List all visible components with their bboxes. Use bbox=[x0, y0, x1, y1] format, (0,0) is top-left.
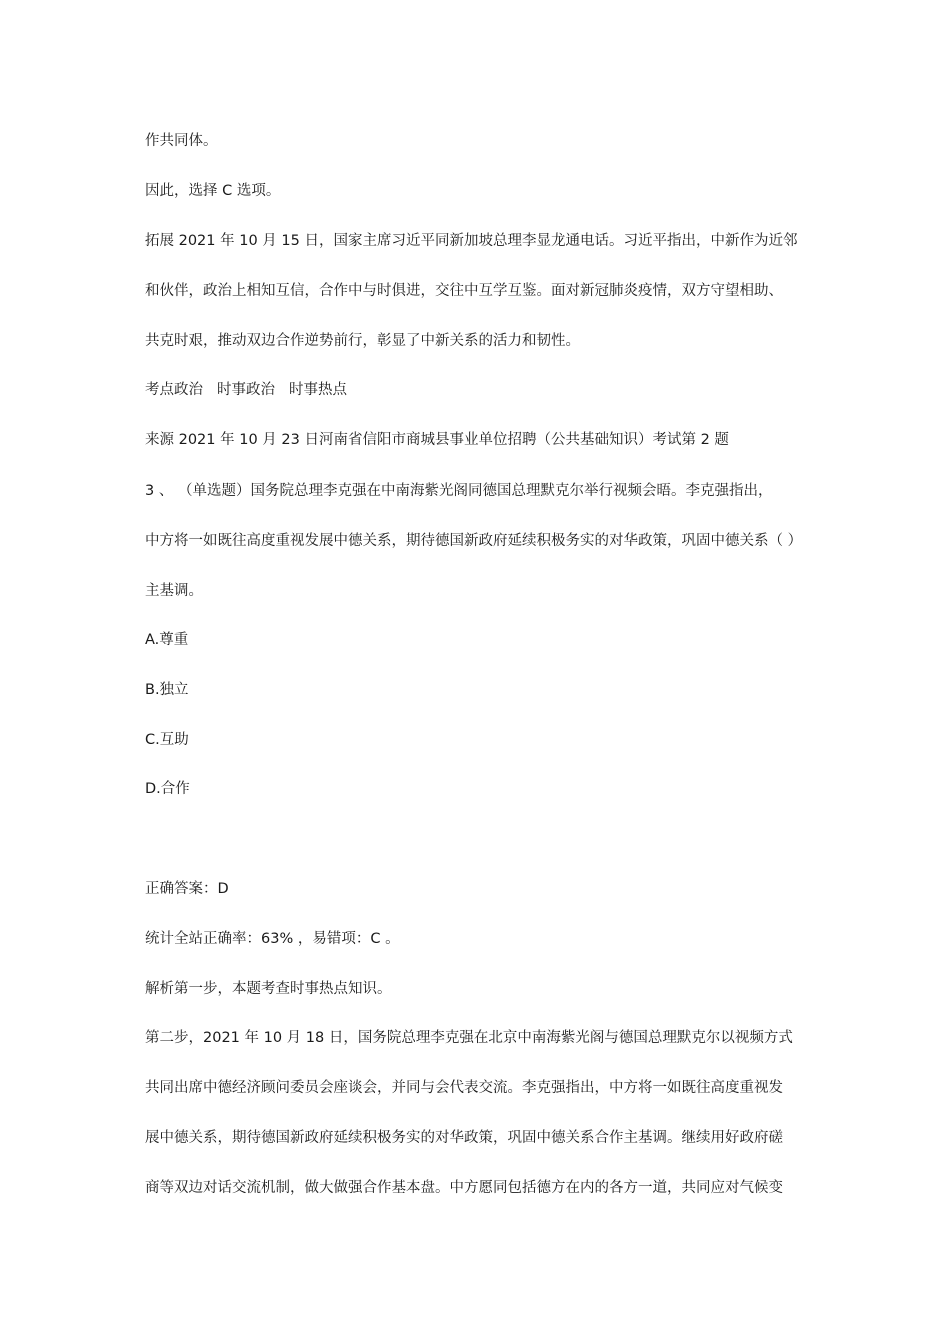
knowledge-tags bbox=[145, 380, 825, 400]
tags-label: 考点政治 bbox=[145, 382, 203, 398]
tag-current-hotspot: 时事热点 bbox=[289, 382, 347, 398]
analysis-step-2-line: 展中德关系，期待德国新政府延续积极务实的对华政策，巩固中德关系合作主基调。继续用好政府磋 bbox=[145, 1130, 783, 1146]
tag-current-politics: 时事政治 bbox=[217, 382, 275, 398]
option-d: D.合作 bbox=[145, 781, 190, 797]
extension-text-line: 共克时艰，推动双边合作逆势前行，彰显了中新关系的活力和韧性。 bbox=[145, 333, 580, 349]
analysis-step-2-line: 共同出席中德经济顾问委员会座谈会，并同与会代表交流。李克强指出，中方将一如既往高度重视发 bbox=[145, 1080, 783, 1096]
option-a: A.尊重 bbox=[145, 632, 189, 648]
option-c: C.互助 bbox=[145, 732, 189, 748]
analysis-step-2-line: 商等双边对话交流机制，做大做强合作基本盘。中方愿同包括德方在内的各方一道，共同应对气候变 bbox=[145, 1180, 783, 1196]
question-stem-line: 3 、 （单选题）国务院总理李克强在中南海紫光阁同德国总理默克尔举行视频会晤。李克强指出， bbox=[145, 483, 773, 499]
conclusion-text: 因此，选择 C 选项。 bbox=[145, 183, 281, 199]
extension-text-line: 和伙伴，政治上相知互信，合作中与时俱进，交往中互学互鉴。面对新冠肺炎疫情，双方守望相助、 bbox=[145, 283, 783, 299]
correct-answer: 正确答案：D bbox=[145, 881, 229, 897]
option-b: B.独立 bbox=[145, 682, 189, 698]
extension-text-line: 拓展 2021 年 10 月 15 日，国家主席习近平同新加坡总理李显龙通电话。习近平指出，中新作为近邻 bbox=[145, 233, 798, 249]
explanation-text-line: 作共同体。 bbox=[145, 133, 218, 149]
question-stem-line: 中方将一如既往高度重视发展中德关系，期待德国新政府延续积极务实的对华政策，巩固中德关系（ ） bbox=[145, 533, 803, 549]
answer-statistics: 统计全站正确率：63% ，易错项：C 。 bbox=[145, 931, 400, 947]
question-stem-line: 主基调。 bbox=[145, 583, 203, 599]
question-source: 来源 2021 年 10 月 23 日河南省信阳市商城县事业单位招聘（公共基础知识）考试第 2 题 bbox=[145, 432, 729, 448]
analysis-step-1: 解析第一步，本题考查时事热点知识。 bbox=[145, 981, 392, 997]
analysis-step-2-line: 第二步，2021 年 10 月 18 日，国务院总理李克强在北京中南海紫光阁与德国总理默克尔以视频方式 bbox=[145, 1030, 793, 1046]
